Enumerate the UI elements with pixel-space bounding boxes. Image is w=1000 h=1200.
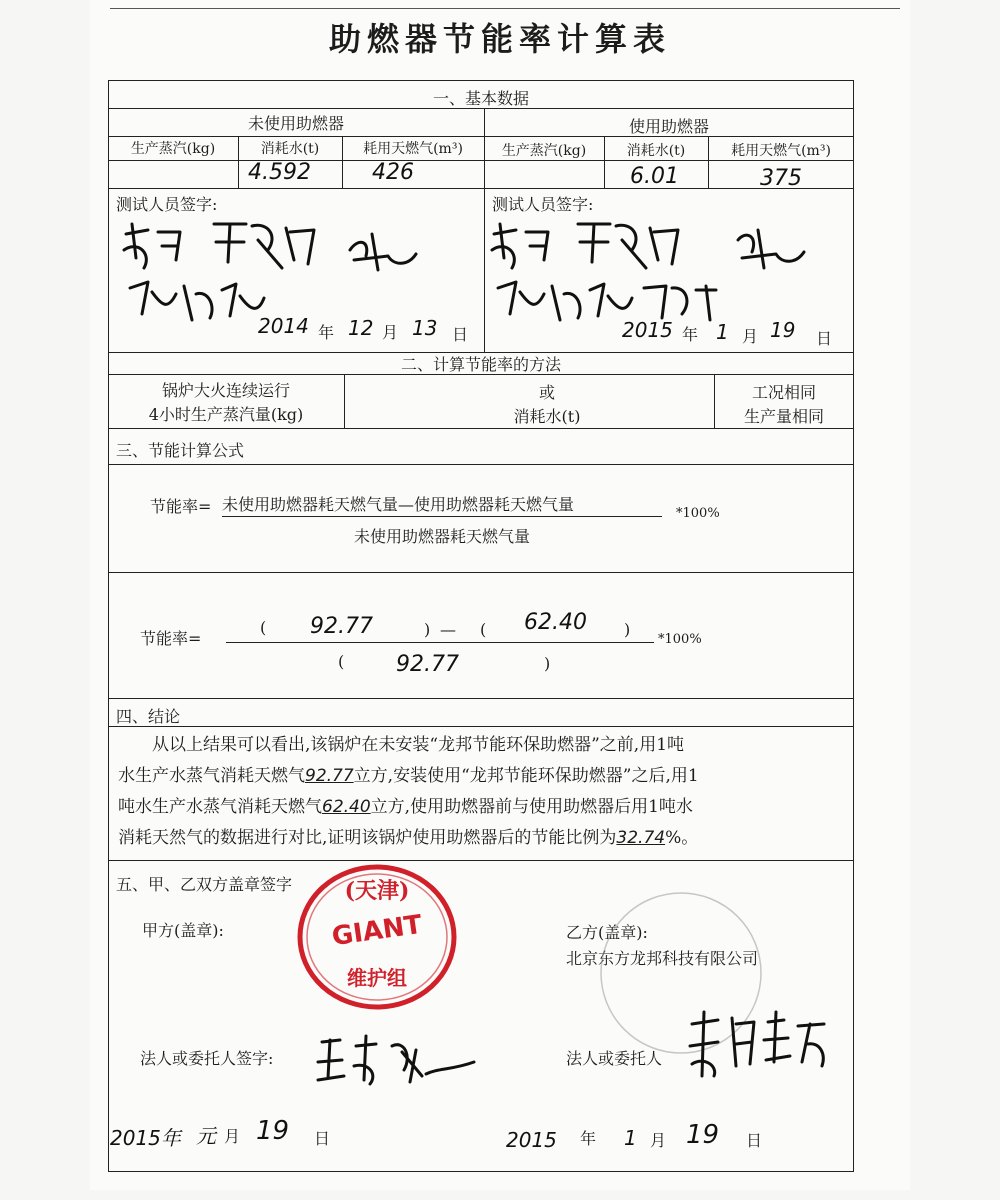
formula-times: *100% <box>676 506 720 521</box>
calc-den-close: ) <box>544 654 551 673</box>
party-b-date-year: 2015 <box>506 1128 557 1152</box>
gas-with-value: 375 <box>760 166 802 191</box>
formula-numerator: 未使用助燃器耗天燃气量—使用助燃器耗天燃气量 <box>222 495 575 514</box>
test-date-left-month: 12 <box>348 316 374 340</box>
party-a-date-m: 月 <box>224 1127 241 1146</box>
party-a-date-year: 2015年 <box>110 1126 181 1150</box>
col-gas-without: 耗用天燃气(m³) <box>363 141 463 157</box>
water-with-value: 6.01 <box>630 164 679 189</box>
calc-minus: — <box>440 620 456 639</box>
col-gas-with: 耗用天燃气(m³) <box>731 143 831 159</box>
document-title: 助燃器节能率计算表 <box>328 20 671 58</box>
party-b-label: 乙方(盖章): <box>566 923 648 942</box>
formula-label: 节能率= <box>150 497 212 516</box>
col-steam-without: 生产蒸汽(kg) <box>130 141 216 157</box>
test-date-right-y: 年 <box>682 325 699 344</box>
test-date-right-m: 月 <box>742 327 759 346</box>
conclusion-line3: 吨水生产水蒸气消耗天燃气62.40立方,使用助燃器前与使用助燃器后用1吨水 <box>118 797 693 817</box>
test-date-right-d: 日 <box>816 329 833 348</box>
stamp-text-bottom: 维护组 <box>347 966 407 990</box>
with-burner-label: 使用助燃器 <box>628 117 709 136</box>
test-date-left-day: 13 <box>412 316 438 340</box>
party-b-date-day: 19 <box>686 1120 720 1150</box>
conclusion-line2: 水生产水蒸气消耗天燃气92.77立方,安装使用“龙邦节能环保助燃器”之后,用1 <box>118 766 699 786</box>
method-left-line2: 4小时生产蒸汽量(kg) <box>148 405 304 424</box>
calc-value-gas-with: 62.40 <box>524 610 587 635</box>
party-a-date-month: 元 <box>196 1124 216 1148</box>
party-a-date-day: 19 <box>256 1116 290 1146</box>
formula-fraction-line <box>222 516 662 517</box>
test-date-right-year: 2015 <box>622 318 673 342</box>
formula-denominator: 未使用助燃器耗天燃气量 <box>353 527 530 546</box>
tester-signatures-right <box>486 210 816 330</box>
conclusion-saving-ratio: 32.74 <box>616 828 666 848</box>
top-rule <box>110 8 900 9</box>
without-burner-label: 未使用助燃器 <box>247 114 344 133</box>
conclusion-gas-without: 92.77 <box>305 766 354 786</box>
section1-header: 一、基本数据 <box>432 89 529 108</box>
party-a-label: 甲方(盖章): <box>142 921 224 940</box>
method-right-line2: 生产量相同 <box>743 407 824 426</box>
col-steam-with: 生产蒸汽(kg) <box>501 143 587 159</box>
party-a-date-d: 日 <box>314 1129 331 1148</box>
col-water-without: 消耗水(t) <box>260 141 320 157</box>
stamp-text-top: (天津) <box>344 878 410 904</box>
method-left-line1: 锅炉大火连续运行 <box>161 381 290 400</box>
test-date-right-month: 1 <box>716 320 729 344</box>
conclusion-gas-with: 62.40 <box>322 797 371 817</box>
test-date-right-day: 19 <box>770 318 796 342</box>
col-water-with: 消耗水(t) <box>626 143 686 159</box>
party-b-date-month: 1 <box>624 1126 637 1150</box>
test-date-left-d: 日 <box>452 325 469 344</box>
calc-open1: ( <box>260 618 267 637</box>
legal-rep-b-signature <box>684 1004 834 1084</box>
section5-header: 五、甲、乙双方盖章签字 <box>116 875 293 894</box>
tester-signature-label-right: 测试人员签字: <box>492 195 594 214</box>
method-mid-line1: 或 <box>538 383 555 402</box>
section4-header: 四、结论 <box>116 707 181 726</box>
conclusion-line4: 消耗天然气的数据进行对比,证明该锅炉使用助燃器后的节能比例为32.74%。 <box>118 828 699 848</box>
conclusion-paragraph <box>118 730 838 854</box>
party-b-company: 北京东方龙邦科技有限公司 <box>566 949 759 968</box>
calc-close1: ) <box>424 620 431 639</box>
calc-value-gas-without: 92.77 <box>310 614 373 639</box>
calc-label: 节能率= <box>140 629 202 648</box>
calc-open2: ( <box>480 620 487 639</box>
stamp-text-middle: GIANT <box>330 909 424 953</box>
method-mid-line2: 消耗水(t) <box>513 407 581 426</box>
test-date-left-m: 月 <box>382 323 399 342</box>
party-b-date-d: 日 <box>746 1131 763 1150</box>
test-date-left-year: 2014 <box>258 314 309 338</box>
party-b-date-y: 年 <box>580 1129 597 1148</box>
tester-signature-label-left: 测试人员签字: <box>116 195 218 214</box>
section2-header: 二、计算节能率的方法 <box>400 355 561 374</box>
conclusion-line1: 从以上结果可以看出,该锅炉在未安装“龙邦节能环保助燃器”之前,用1吨 <box>152 735 685 755</box>
section3-header: 三、节能计算公式 <box>116 441 245 460</box>
steam-without-value: 4.592 <box>248 160 311 185</box>
calc-value-denominator: 92.77 <box>396 652 459 677</box>
calc-den-open: ( <box>338 652 345 671</box>
calc-fraction-line <box>226 642 654 643</box>
test-date-left-y: 年 <box>318 323 335 342</box>
gas-without-value: 426 <box>372 160 414 185</box>
legal-rep-a-signature <box>312 1026 482 1096</box>
tester-signatures-left <box>118 210 448 330</box>
legal-rep-a-label: 法人或委托人签字: <box>140 1049 274 1068</box>
legal-rep-b-label: 法人或委托人 <box>566 1049 663 1068</box>
method-right-line1: 工况相同 <box>751 383 816 402</box>
calc-times: *100% <box>658 632 702 647</box>
calc-close2: ) <box>624 620 631 639</box>
party-a-stamp <box>296 862 458 1012</box>
party-b-date-m: 月 <box>650 1131 667 1150</box>
